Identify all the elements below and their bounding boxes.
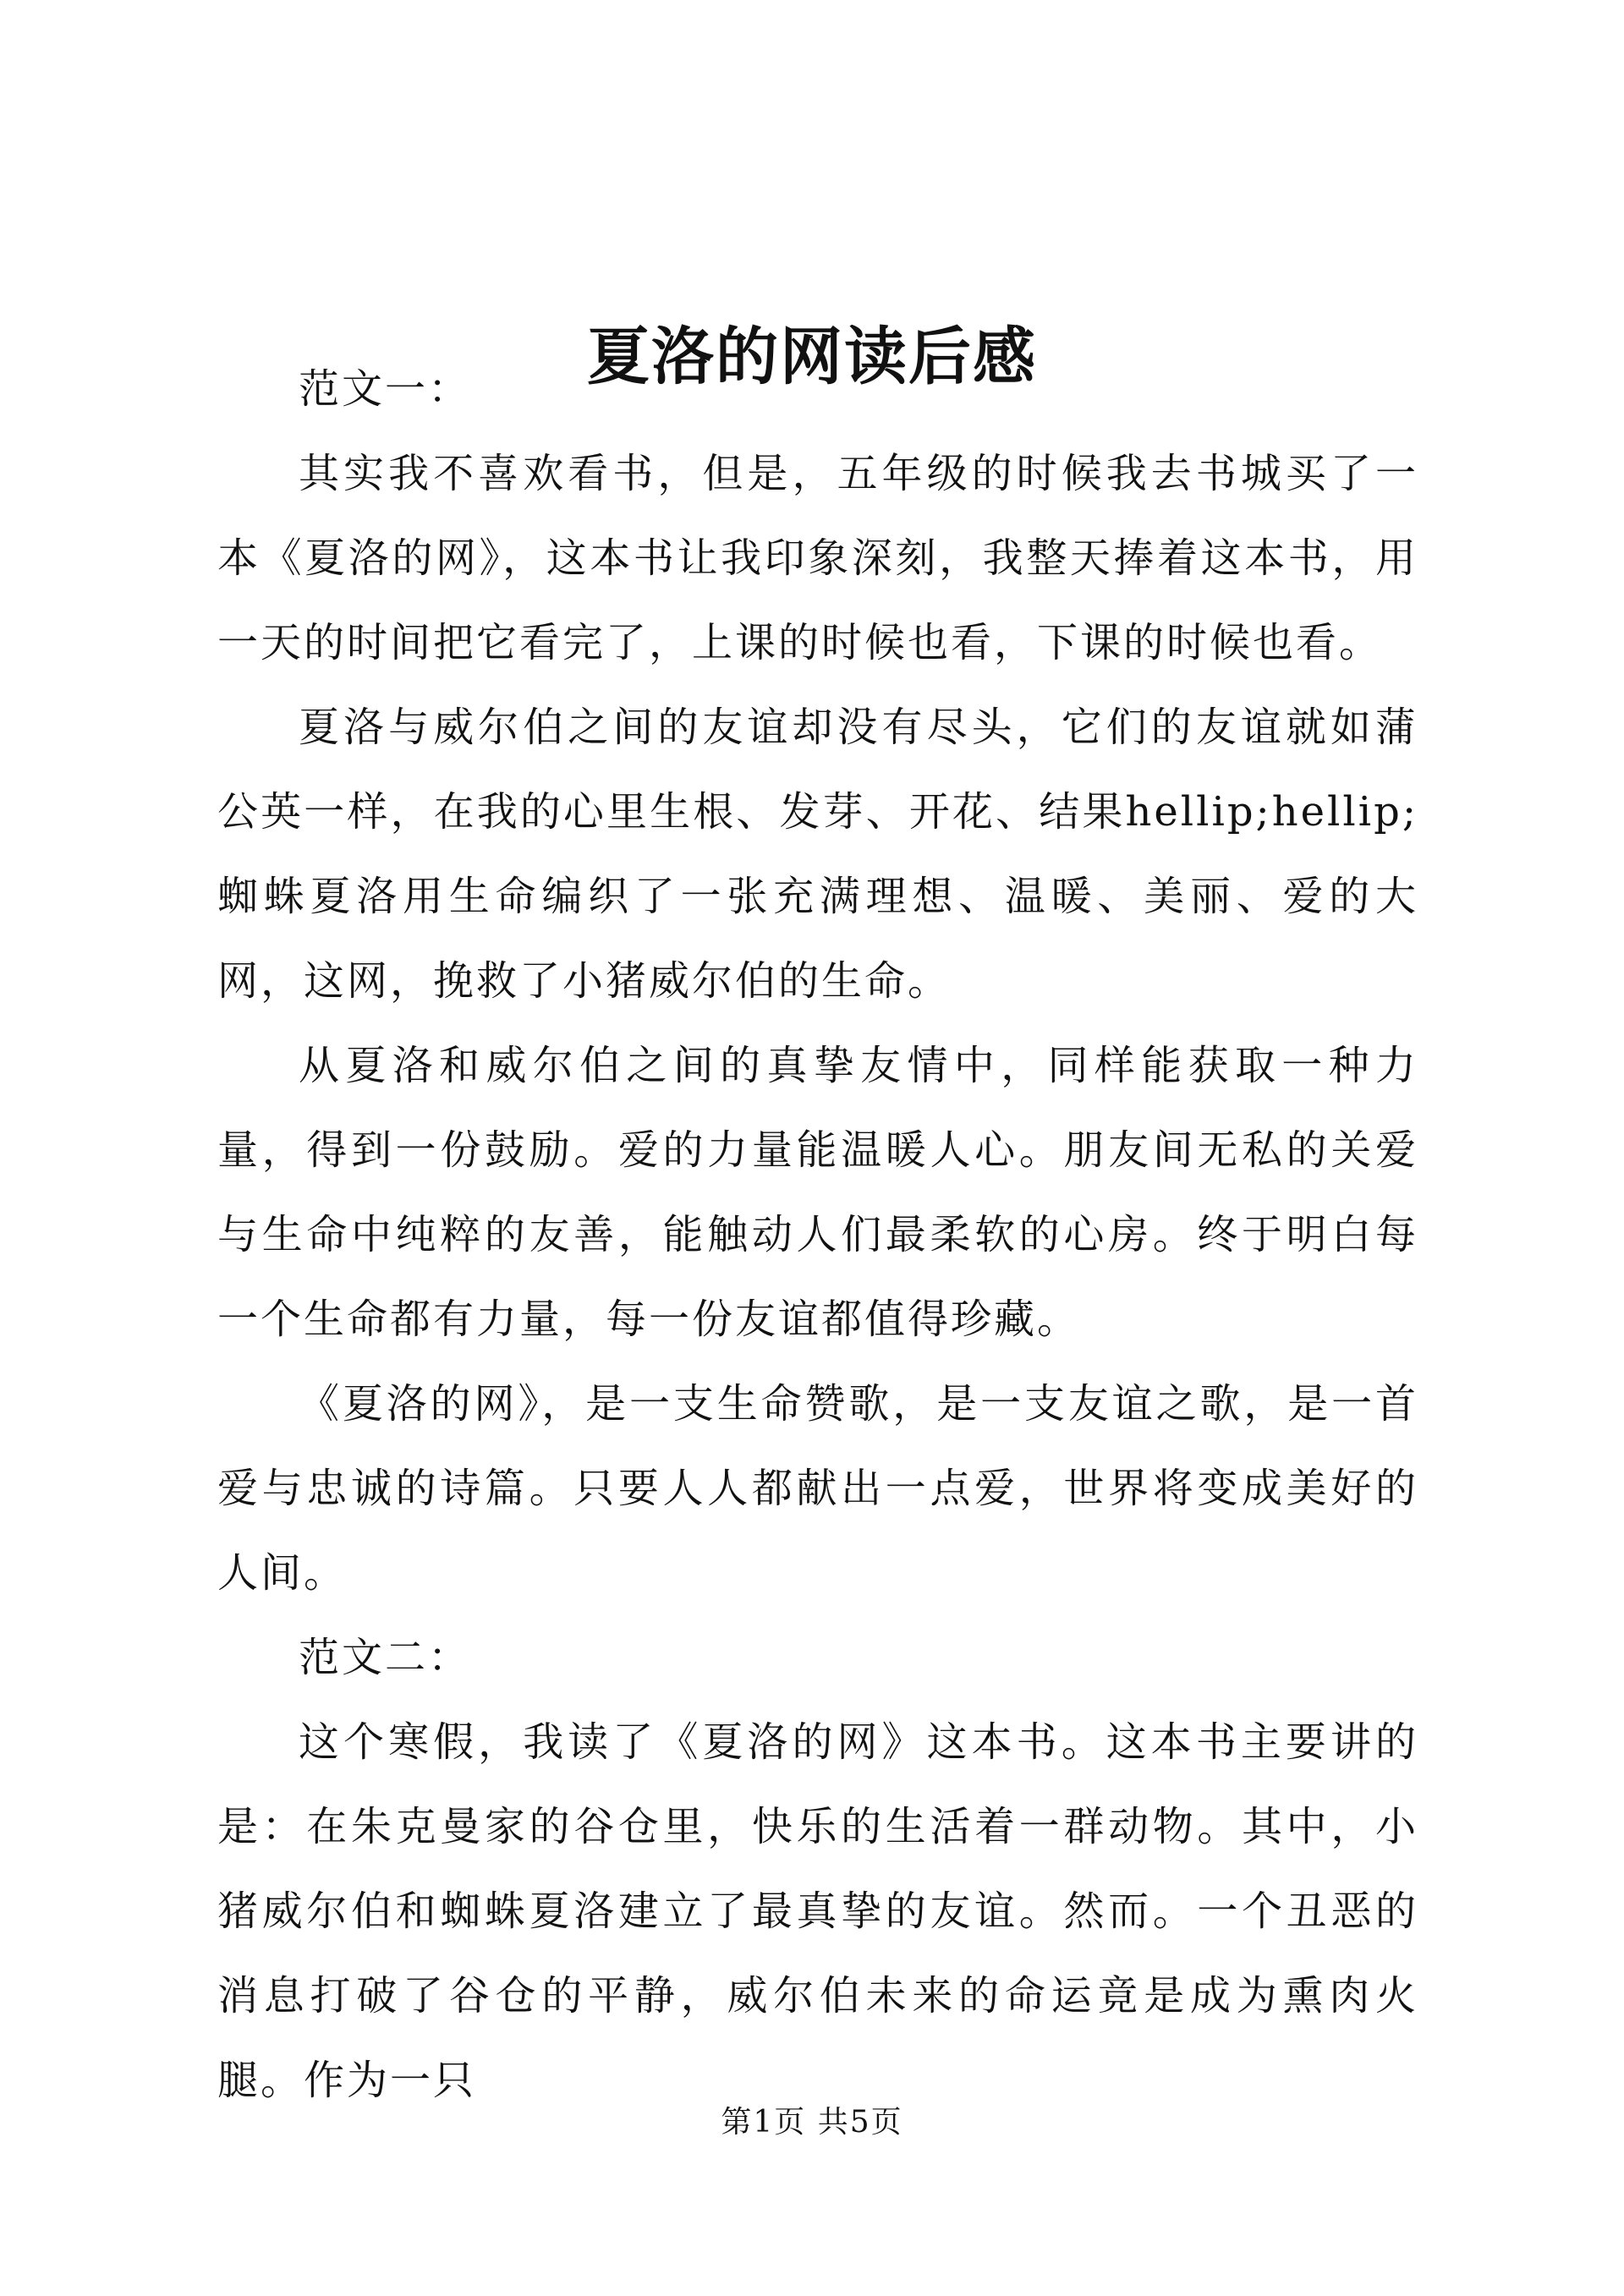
paragraph: 这个寒假，我读了《夏洛的网》这本书。这本书主要讲的是：在朱克曼家的谷仓里，快乐的生活着一群动物。其中，小猪威尔伯和蜘蛛夏洛建立了最真挚的友谊。然而。一个丑恶的消息打破了谷仓的平静，威尔伯未来的命运竟是成为熏肉火腿。作为一只 <box>217 1718 1418 2104</box>
page-number-footer: 第1页 共5页 <box>721 2105 903 2140</box>
page-title: 夏洛的网读后感 <box>587 320 1037 393</box>
paragraph-sample-two-label: 范文二： <box>299 1634 472 1681</box>
paragraph: 其实我不喜欢看书，但是，五年级的时候我去书城买了一本《夏洛的网》，这本书让我印象深刻，我整天捧着这本书，用一天的时间把它看完了，上课的时候也看，下课的时候也看。 <box>217 450 1418 666</box>
paragraph: 夏洛与威尔伯之间的友谊却没有尽头，它们的友谊就如蒲公英一样，在我的心里生根、发芽、开花、结果hellip;hellip;蜘蛛夏洛用生命编织了一张充满理想、温暖、美丽、爱的大网，这网，挽救了小猪威尔伯的生命。 <box>217 704 1418 1005</box>
document-body <box>217 347 1418 2123</box>
paragraph: 《夏洛的网》，是一支生命赞歌，是一支友谊之歌，是一首爱与忠诚的诗篇。只要人人都献出一点爱，世界将变成美好的人间。 <box>217 1380 1418 1597</box>
paragraph-sample-one-label: 范文一： <box>299 365 472 413</box>
paragraph: 从夏洛和威尔伯之间的真挚友情中，同样能获取一种力量，得到一份鼓励。爱的力量能温暖人心。朋友间无私的关爱与生命中纯粹的友善，能触动人们最柔软的心房。终于明白每一个生命都有力量，每一份友谊都值得珍藏。 <box>217 1042 1418 1343</box>
